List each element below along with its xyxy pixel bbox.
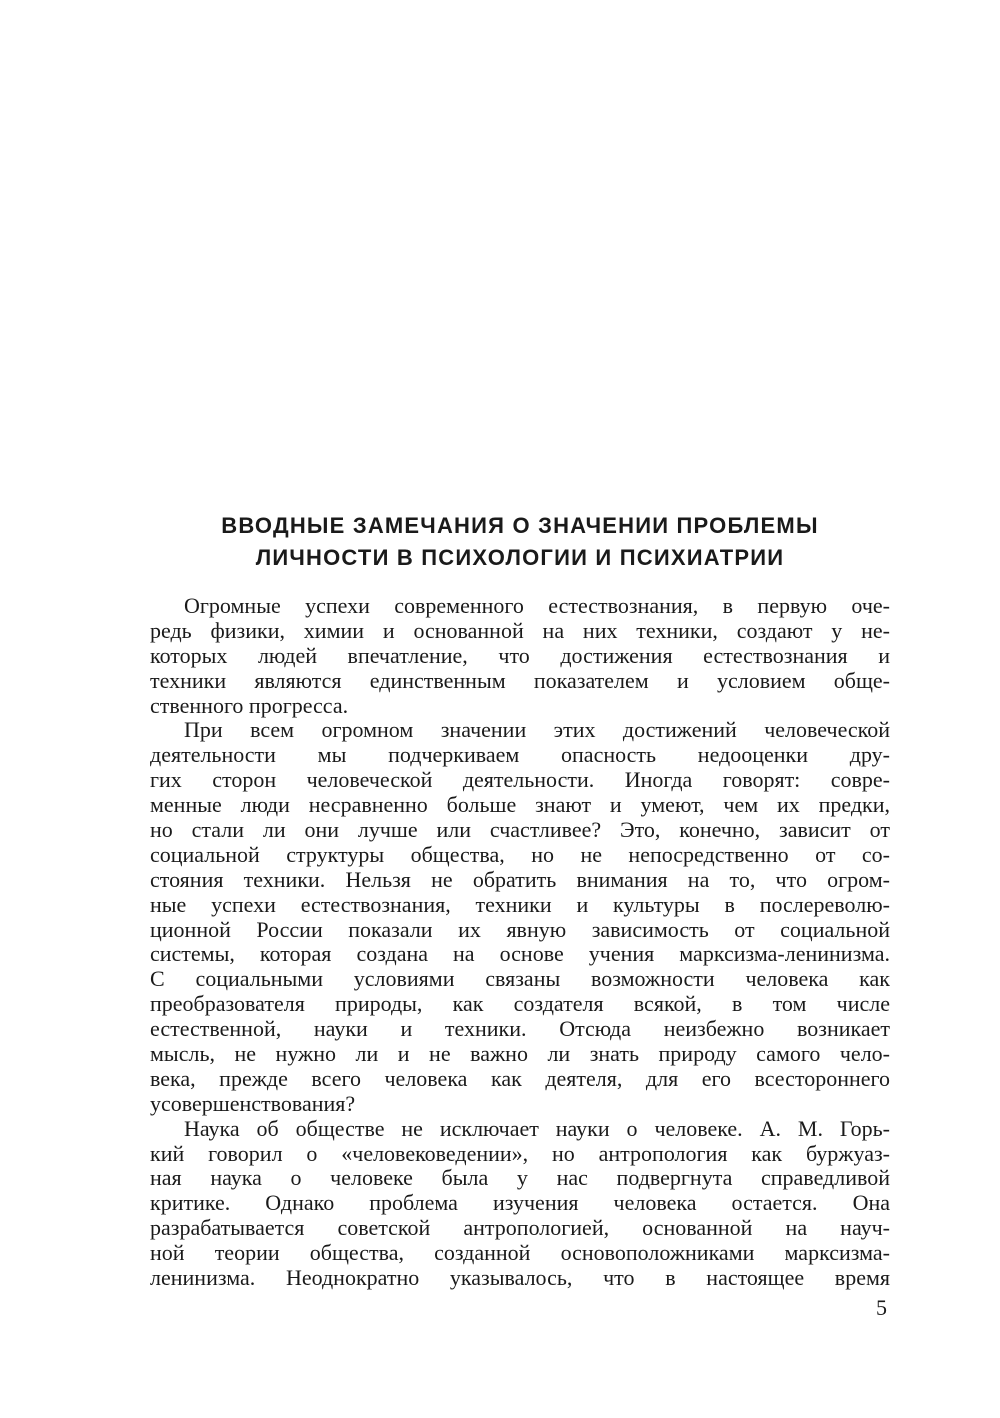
text-line: которых людей впечатление, что достижения естествознания и (150, 642, 890, 668)
text-line: техники являются единственным показателем и условием обще- (150, 667, 890, 693)
chapter-title (150, 510, 890, 574)
text-line: менные люди несравненно больше знают и умеют, чем их предки, (150, 792, 890, 818)
text-line: Наука об обществе не исключает науки о человеке. А. М. Горь- (184, 1115, 890, 1141)
chapter-title-line-1: ВВОДНЫЕ ЗАМЕЧАНИЯ О ЗНАЧЕНИИ ПРОБЛЕМЫ (221, 513, 819, 538)
text-line: но стали ли они лучше или счастливее? Это, конечно, зависит от (150, 817, 890, 843)
text-line: ственного прогресса. (150, 692, 349, 718)
chapter-title-line-2: ЛИЧНОСТИ В ПСИХОЛОГИИ И ПСИХИАТРИИ (255, 545, 785, 570)
text-line: века, прежде всего человека как деятеля, для его всестороннего (150, 1065, 890, 1091)
text-line: кий говорил о «человековедении», но антропология как буржуаз- (150, 1140, 890, 1166)
text-line: мысль, не нужно ли и не важно ли знать природу самого чело- (150, 1041, 890, 1067)
text-line: усовершенствования? (150, 1090, 356, 1116)
text-line: стояния техники. Нельзя не обратить внимания на то, что огром- (150, 866, 890, 892)
text-line: системы, которая создана на основе учения марксизма-ленинизма. (150, 941, 890, 967)
text-line: ные успехи естествознания, техники и культуры в послереволю- (150, 891, 890, 917)
text-line: При всем огромном значении этих достижений человеческой (184, 717, 890, 743)
text-line: разрабатывается советской антропологией, основанной на науч- (150, 1215, 890, 1241)
text-line: ционной России показали их явную зависимость от социальной (150, 916, 890, 942)
text-line: С социальными условиями связаны возможности человека как (150, 966, 890, 992)
text-line: деятельности мы подчеркиваем опасность недооценки дру- (150, 742, 890, 768)
text-line: ной теории общества, созданной основоположниками марксизма- (150, 1240, 890, 1266)
text-line: естественной, науки и техники. Отсюда неизбежно возникает (150, 1016, 890, 1042)
text-line: Огромные успехи современного естествознания, в первую оче- (184, 593, 890, 618)
text-line: редь физики, химии и основанной на них техники, создают у не- (150, 617, 890, 643)
text-line: ная наука о человеке была у нас подвергнута справедливой (150, 1165, 890, 1191)
text-line: гих сторон человеческой деятельности. Иногда говорят: совре- (150, 767, 890, 793)
page-number: 5 (876, 1295, 887, 1320)
text-line: критике. Однако проблема изучения человека остается. Она (150, 1190, 890, 1216)
text-line: социальной структуры общества, но не непосредственно от со- (150, 841, 890, 867)
body-text (150, 594, 890, 1291)
text-line: преобразователя природы, как создателя всякой, в том числе (150, 991, 890, 1017)
text-line: ленинизма. Неоднократно указывалось, что в настоящее время (150, 1265, 890, 1291)
